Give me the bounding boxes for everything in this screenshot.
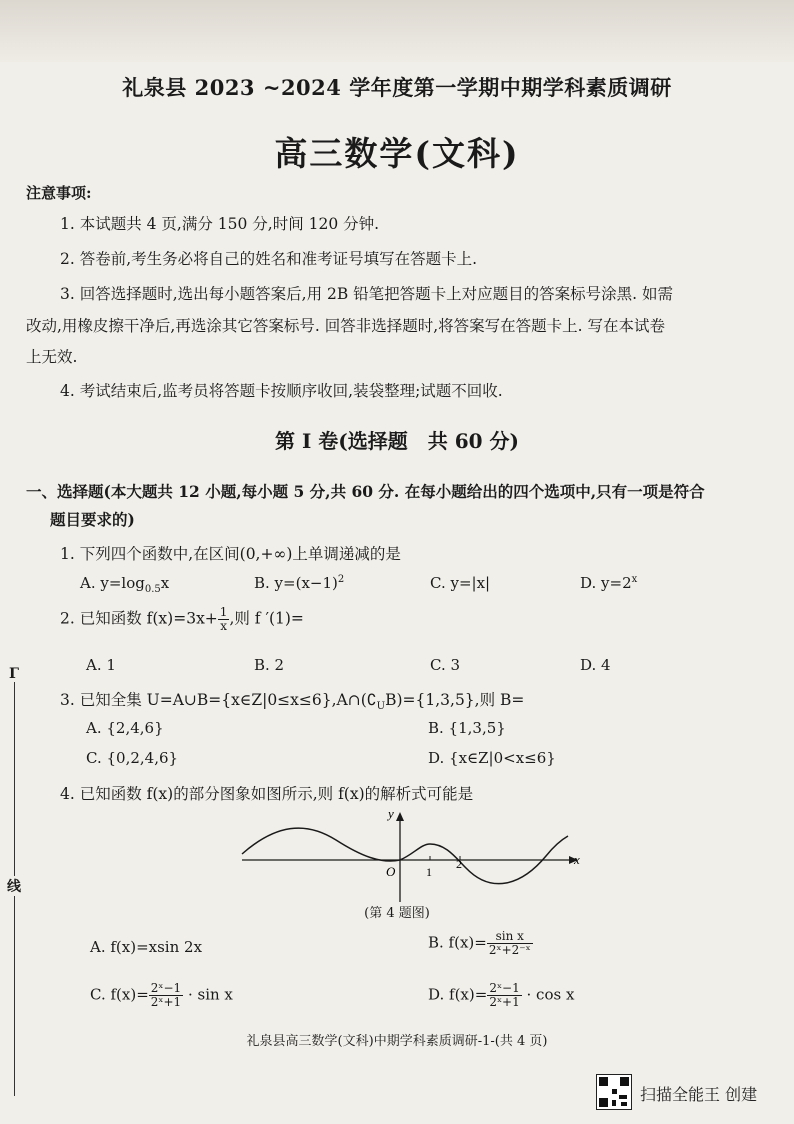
margin-top-mark: Γ (9, 666, 19, 682)
q1-d-sup: x (631, 574, 638, 585)
q4-option-b (428, 930, 533, 957)
q4-c-fraction (149, 982, 183, 1009)
notice-item-3-end: 上无效. (26, 348, 78, 366)
q3-stem (60, 688, 524, 712)
graph-y-arrow (396, 812, 404, 821)
q2-option-b: B. 2 (254, 656, 285, 674)
q3-option-a: A. {2,4,6} (86, 719, 164, 737)
q1-b-text: B. y=(x−1) (254, 574, 338, 592)
q4-d-post: · cos x (526, 985, 575, 1004)
q2-stem (60, 606, 304, 633)
q2-frac-den: x (220, 619, 227, 633)
graph-tick-label-2: 2 (456, 857, 462, 871)
q2-stem-post: ,则 f ′(1)= (229, 609, 304, 628)
q4-d-num: 2ˣ−1 (489, 981, 520, 995)
q4-d-fraction (487, 982, 521, 1009)
qr-code-icon (596, 1074, 632, 1110)
notice-item-1: 1. 本试题共 4 页,满分 150 分,时间 120 分钟. (60, 215, 380, 233)
page-footer: 礼泉县高三数学(文科)中期学科素质调研-1-(共 4 页) (246, 1034, 548, 1049)
q4-b-fraction (487, 930, 533, 957)
notice-item-2: 2. 答卷前,考生务必将自己的姓名和准考证号填写在答题卡上. (60, 250, 478, 268)
q4-option-c (90, 982, 233, 1009)
q4-d-den: 2ˣ+1 (489, 995, 520, 1009)
q4-b-den: 2ˣ+2⁻ˣ (488, 943, 531, 957)
q4-c-num: 2ˣ−1 (150, 981, 182, 995)
subject-title: 高三数学(文科) (274, 134, 520, 173)
q4-option-d (428, 982, 574, 1009)
graph-origin-label: O (386, 864, 396, 879)
q4-c-pre: C. f(x)= (90, 985, 149, 1004)
watermark-text: 扫描全能王 创建 (640, 1085, 758, 1104)
graph-curve (242, 828, 568, 884)
part-heading (26, 478, 761, 534)
notice-item-3: 3. 回答选择题时,选出每小题答案后,用 2B 铅笔把答题卡上对应题目的答案标号涂黑. 如需 (60, 285, 674, 303)
q4-function-graph (236, 806, 586, 906)
q4-c-post: · sin x (187, 985, 233, 1004)
part-heading-line-1: 一、选择题(本大题共 12 小题,每小题 5 分,共 60 分. 在每小题给出的四个选项中,只有一项是符合 (26, 482, 705, 501)
q4-stem: 4. 已知函数 f(x)的部分图象如图所示,则 f(x)的解析式可能是 (60, 785, 474, 803)
q1-b-sup: 2 (337, 574, 345, 585)
q4-b-pre: B. f(x)= (428, 933, 487, 952)
q3-stem-sub: U (376, 701, 386, 713)
q2-option-c: C. 3 (430, 656, 461, 674)
q2-stem-pre: 2. 已知函数 f(x)=3x+ (60, 609, 218, 628)
q3-option-b: B. {1,3,5} (428, 719, 506, 737)
q2-option-d: D. 4 (580, 656, 611, 674)
q2-option-a: A. 1 (86, 656, 116, 674)
exam-header: 礼泉县 2023 ~2024 学年度第一学期中期学科素质调研 (122, 75, 672, 100)
q3-stem-text: 3. 已知全集 U=A∪B={x∈Z|0≤x≤6},A∩(∁ (60, 691, 377, 709)
q3-stem-tail: B)={1,3,5},则 B= (385, 691, 525, 709)
q1-a-tail: x (160, 574, 170, 592)
q1-option-c: C. y=|x| (430, 574, 491, 592)
q3-option-c: C. {0,2,4,6} (86, 749, 179, 767)
graph-tick-label-1: 1 (426, 865, 432, 879)
graph-x-label: x (574, 852, 580, 867)
q1-a-sub: 0.5 (144, 584, 161, 595)
q4-d-pre: D. f(x)= (428, 985, 488, 1004)
margin-line-char: 线 (7, 876, 21, 896)
notice-item-3-cont: 改动,用橡皮擦干净后,再选涂其它答案标号. 回答非选择题时,将答案写在答题卡上. 写在本试卷 (26, 317, 665, 335)
section-title: 第 I 卷(选择题 共 60 分) (275, 429, 519, 453)
q3-option-d: D. {x∈Z|0<x≤6} (428, 749, 556, 767)
graph-y-label: y (388, 806, 394, 821)
q4-c-den: 2ˣ+1 (150, 995, 182, 1009)
q1-stem: 1. 下列四个函数中,在区间(0,+∞)上单调递减的是 (60, 545, 401, 563)
q1-option-d (580, 574, 637, 592)
q1-option-b (254, 574, 344, 592)
part-heading-line-2: 题目要求的) (50, 510, 135, 529)
notice-item-4: 4. 考试结束后,监考员将答题卡按顺序收回,装袋整理;试题不回收. (60, 382, 503, 400)
notice-heading: 注意事项: (26, 184, 92, 202)
q1-option-a (80, 574, 169, 595)
q2-frac-num: 1 (219, 605, 228, 619)
q4-option-a: A. f(x)=xsin 2x (90, 938, 203, 956)
q1-d-text: D. y=2 (580, 574, 632, 592)
q4-b-num: sin x (487, 930, 533, 944)
q4-graph-caption: (第 4 题图) (364, 906, 430, 921)
q1-a-text: A. y=log (80, 574, 145, 592)
q2-fraction (218, 606, 230, 633)
